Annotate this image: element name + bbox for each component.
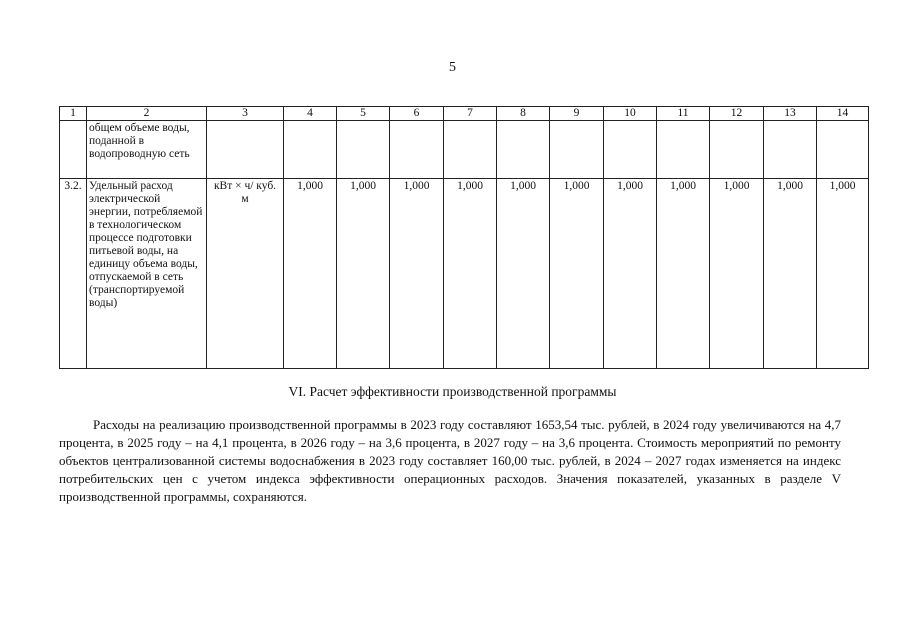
value-cell: 1,000 [497, 179, 550, 369]
column-header: 4 [284, 107, 337, 121]
value-cell: 1,000 [444, 179, 497, 369]
value-cell [444, 121, 497, 179]
page-number: 5 [449, 60, 456, 75]
value-cell: 1,000 [764, 179, 817, 369]
value-cell: 1,000 [604, 179, 657, 369]
value-cell [710, 121, 764, 179]
value-cell [390, 121, 444, 179]
column-header: 5 [337, 107, 390, 121]
value-cell [817, 121, 869, 179]
column-header: 10 [604, 107, 657, 121]
value-cell: 1,000 [550, 179, 604, 369]
column-header: 9 [550, 107, 604, 121]
table-row [60, 121, 869, 179]
column-header: 8 [497, 107, 550, 121]
section-title: VI. Расчет эффективности производственной программы [288, 384, 617, 399]
column-header: 1 [60, 107, 87, 121]
value-cell [764, 121, 817, 179]
row-index [60, 121, 87, 179]
value-cell [497, 121, 550, 179]
column-header: 3 [207, 107, 284, 121]
table-header-row [60, 107, 869, 121]
indicator-name: Удельный расход электрической энергии, потребляемой в технологическом процессе подготовки питьевой воды, на единицу объема воды, отпускаемой в сеть (транспортируемой воды) [87, 179, 207, 369]
table-row [60, 179, 869, 369]
value-cell: 1,000 [657, 179, 710, 369]
column-header: 11 [657, 107, 710, 121]
unit-cell [207, 121, 284, 179]
column-header: 7 [444, 107, 497, 121]
value-cell [657, 121, 710, 179]
value-cell: 1,000 [710, 179, 764, 369]
column-header: 6 [390, 107, 444, 121]
row-index: 3.2. [60, 179, 87, 369]
value-cell: 1,000 [817, 179, 869, 369]
column-header: 13 [764, 107, 817, 121]
value-cell: 1,000 [337, 179, 390, 369]
value-cell [337, 121, 390, 179]
value-cell: 1,000 [284, 179, 337, 369]
value-cell [604, 121, 657, 179]
indicator-name: общем объеме воды, поданной в водопроводную сеть [87, 121, 207, 179]
column-header: 2 [87, 107, 207, 121]
indicators-table [59, 106, 869, 369]
value-cell [550, 121, 604, 179]
value-cell [284, 121, 337, 179]
body-paragraph: Расходы на реализацию производственной программы в 2023 году составляют 1653,54 тыс. рублей, в 2024 году увеличиваются на 4,7 процента, в 2025 году – на 4,1 процента, в 2026 году – на 3,6 процента, в 2027 году – на 3,6 процента. Стоимость мероприятий по ремонту объектов централизованной системы водоснабжения в 2023 году составляет 160,00 тыс. рублей, в 2024 – 2027 годах изменяется на индекс потребительских цен с учетом индекса эффективности операционных расходов. Значения показателей, указанных в разделе V производственной программы, сохраняются. [59, 417, 841, 504]
column-header: 12 [710, 107, 764, 121]
value-cell: 1,000 [390, 179, 444, 369]
column-header: 14 [817, 107, 869, 121]
unit-cell: кВт × ч/ куб. м [207, 179, 284, 369]
